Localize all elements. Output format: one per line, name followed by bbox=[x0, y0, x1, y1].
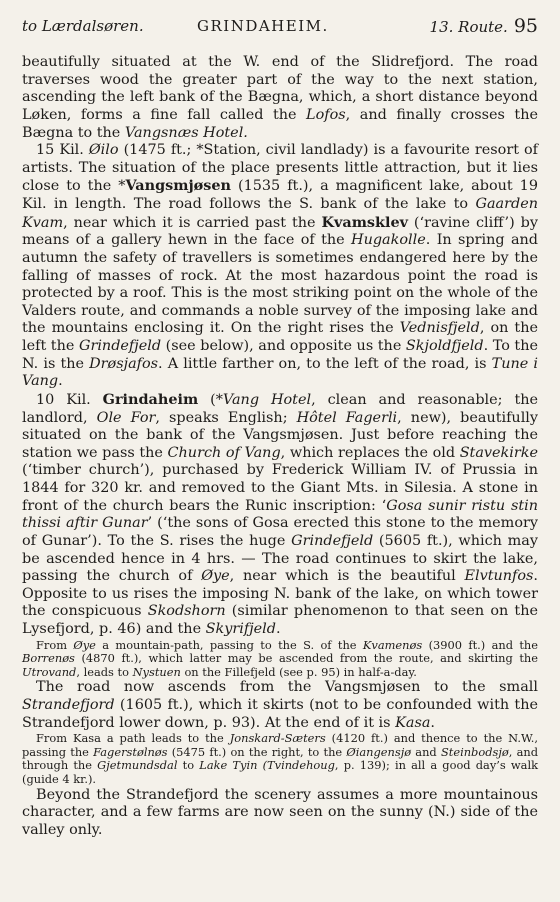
italic-text: Elvtunfos bbox=[464, 568, 534, 585]
italic-text: Nystuen bbox=[132, 664, 181, 679]
bold-text: Grindaheim bbox=[102, 390, 199, 408]
paragraph-3 bbox=[22, 391, 538, 639]
text-run: . Opposite to us rises the imposing N. bank of the lake, on which tower the conspicuous bbox=[22, 568, 538, 620]
text-run: (1605 ft.), which it skirts (not to be confounded with the Strandefjord lower down, p. 93). At the end of it is bbox=[22, 697, 538, 731]
route-label: 13. Route. bbox=[429, 18, 508, 36]
running-head bbox=[22, 14, 538, 38]
text-run: . A little farther on, to the left of the road, is bbox=[158, 355, 492, 372]
text-run: . bbox=[58, 373, 63, 390]
text-run: (5475 ft.) on the right, to the bbox=[167, 744, 347, 759]
paragraph-1 bbox=[22, 54, 538, 142]
paragraph-2 bbox=[22, 142, 538, 391]
text-run: , which replaces the old bbox=[280, 444, 460, 461]
italic-text: Gjetmundsdal bbox=[97, 758, 178, 773]
text-run: , clean and reasonable; the landlord, bbox=[22, 391, 539, 426]
footnote-1 bbox=[22, 639, 538, 680]
italic-text: Lake Tyin (Tvindehoug bbox=[199, 758, 335, 773]
text-run: . bbox=[275, 621, 281, 637]
italic-text: Hugakolle bbox=[351, 232, 426, 249]
italic-text: Øye bbox=[73, 637, 96, 652]
running-head-title: GRINDAHEIM. bbox=[197, 17, 329, 35]
bold-text: Kvamsklev bbox=[321, 213, 408, 231]
text-run: , near which it is carried past the bbox=[63, 214, 322, 231]
text-run: , and through the bbox=[22, 744, 538, 773]
text-run: , new), beautifully situated on the bank of the Vangsmjøsen. Just before reaching the station we pass the bbox=[22, 409, 539, 461]
text-run: 10 Kil. bbox=[36, 391, 103, 408]
footnote-2 bbox=[22, 732, 538, 786]
italic-text: Grindefjeld bbox=[78, 338, 162, 354]
text-run: (1475 ft.; *Station, civil landlady) is a favourite resort of artists. The situation of the place presents little attraction, but it lies close to the * bbox=[22, 142, 538, 195]
text-run: , near which is the beautiful bbox=[229, 568, 465, 585]
italic-text: Borrenøs bbox=[22, 651, 75, 666]
italic-text: Ole For bbox=[96, 409, 156, 426]
text-run: (‘timber church’), purchased by Frederick William IV. of Prussia in 1844 for 320 kr. and removed to the Giant Mts. in Silesia. A stone in front of the church bears the Runic inscription: ‘ bbox=[22, 462, 538, 514]
text-run: ’ (‘the sons of Gosa erected this stone to the memory of Gunar’). To the S. rises the huge bbox=[22, 515, 538, 549]
italic-text: Lofos bbox=[306, 106, 346, 123]
italic-text: Tune i Vang bbox=[22, 355, 539, 390]
italic-text: Gaarden Kvam bbox=[22, 196, 538, 231]
italic-text: Stavekirke bbox=[459, 444, 538, 461]
italic-text: Øiangensjø bbox=[346, 744, 412, 759]
italic-text: Jonskard-Sæters bbox=[229, 731, 326, 746]
text-run: From bbox=[36, 637, 74, 652]
text-run: (5605 ft.), which may be ascended hence in 4 hrs. — The road continues to skirt the lake, passing the church of bbox=[22, 532, 538, 585]
text-run: (1535 ft.), a magnificent lake, about 19 Kil. in length. The road follows the S. bank of the lake to bbox=[22, 178, 538, 212]
text-run: (see below), and opposite us the bbox=[161, 338, 406, 354]
running-head-right bbox=[430, 14, 538, 39]
text-run: . In spring and autumn the safety of travellers is sometimes endangered here by the falling of masses of rock. At the most hazardous point the road is protected by a roof. This is the most striking point on the whole of the Valders route, and commands a noble survey of the imposing lake and the mountains enclosing it. On the right rises the bbox=[22, 232, 539, 337]
text-run: beautifully situated at the W. end of the Slidrefjord. The road traverses wood the greater part of the way to the next station, ascending the left bank of the Bægna, which, a short distance beyond Løken, forms a fine fall called the bbox=[22, 54, 538, 123]
running-head-left: to Lærdalsøren. bbox=[22, 17, 144, 35]
text-run: (‘ravine cliff’) by means of a gallery hewn in the face of the bbox=[22, 214, 539, 249]
text-run: , speaks English; bbox=[155, 409, 297, 426]
text-run: (similar phenomenon to that seen on the Lysefjord, p. 46) and the bbox=[22, 603, 538, 637]
italic-text: Church of Vang bbox=[167, 444, 281, 461]
italic-text: Strandefjord bbox=[22, 697, 115, 714]
italic-text: Skyrifjeld bbox=[205, 621, 276, 637]
text-run: , on the left the bbox=[22, 320, 538, 354]
text-run: , p. 139); in all a good day’s walk (guide 4 kr.). bbox=[22, 758, 539, 787]
italic-text: Vang Hotel bbox=[222, 391, 312, 408]
bold-text: Vangsmjøsen bbox=[125, 177, 231, 195]
text-run: (3900 ft.) and the bbox=[422, 637, 538, 652]
italic-text: Øilo bbox=[88, 142, 119, 159]
body-text bbox=[22, 54, 538, 840]
italic-text: Hôtel Fagerli bbox=[296, 409, 398, 426]
text-run: , leads to bbox=[76, 664, 133, 679]
page-number: 95 bbox=[513, 15, 538, 37]
italic-text: Utrovand bbox=[22, 664, 77, 679]
text-run: to bbox=[177, 758, 200, 773]
text-run: , and finally crosses the Bægna to the bbox=[22, 106, 538, 141]
text-run: (* bbox=[198, 391, 223, 408]
italic-text: Drøsjafos bbox=[89, 355, 159, 372]
text-run: 15 Kil. bbox=[36, 142, 89, 159]
paragraph-4 bbox=[22, 679, 538, 732]
italic-text: Gosa sunir ristu stin thissi aftir Gunar bbox=[22, 497, 538, 532]
text-run: (4870 ft.), which latter may be ascended from the route, and skirting the bbox=[74, 651, 538, 666]
italic-text: Skjoldfjeld bbox=[405, 338, 484, 354]
italic-text: Grindefjeld bbox=[291, 532, 374, 549]
italic-text: Kasa bbox=[395, 714, 431, 731]
italic-text: Skodshorn bbox=[147, 603, 226, 620]
text-run: on the Fillefjeld (see p. 95) in half-a-day. bbox=[180, 664, 417, 679]
text-run: and bbox=[411, 744, 441, 759]
italic-text: Steinbodsjø bbox=[440, 744, 509, 759]
text-run: . To the N. is the bbox=[22, 338, 538, 372]
italic-text: Fagerstølnøs bbox=[93, 744, 168, 759]
italic-text: Øye bbox=[201, 568, 230, 585]
paragraph-5 bbox=[22, 787, 538, 840]
text-run: (4120 ft.) and thence to the N.W., passing the bbox=[22, 731, 538, 759]
italic-text: Kvamenøs bbox=[362, 637, 423, 652]
text-run: Beyond the Strandefjord the scenery assumes a more mountainous character, and a few farms are now seen on the sunny (N.) side of the valley only. bbox=[22, 786, 538, 838]
text-run: From Kasa a path leads to the bbox=[36, 731, 230, 746]
text-run: . bbox=[430, 714, 435, 731]
text-run: The road now ascends from the Vangsmjøsen to the small bbox=[36, 679, 538, 696]
italic-text: Vednisfjeld bbox=[399, 320, 480, 337]
italic-text: Vangsnæs Hotel. bbox=[124, 124, 248, 141]
text-run: a mountain-path, passing to the S. of the bbox=[95, 637, 363, 652]
